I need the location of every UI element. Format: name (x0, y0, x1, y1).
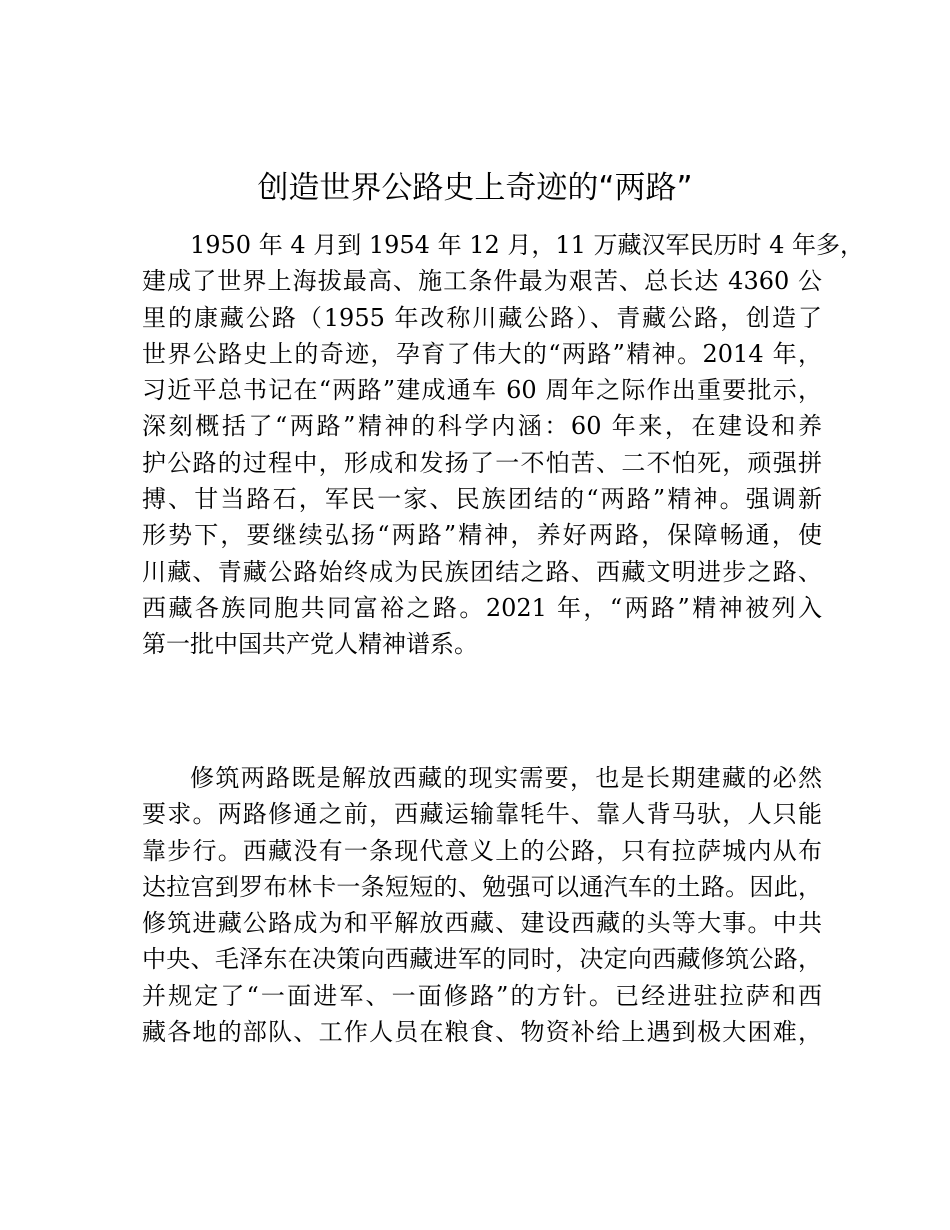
paragraph-line: 形势下，要继续弘扬“两路”精神，养好两路，保障畅通，使 (142, 521, 822, 550)
paragraph-line: 深刻概括了“两路”精神的科学内涵：60 年来，在建设和养 (142, 412, 822, 441)
paragraph-line: 达拉宫到罗布林卡一条短短的、勉强可以通汽车的土路。因此， (142, 872, 822, 901)
paragraph-line: 要求。两路修通之前，西藏运输靠牦牛、靠人背马驮，人只能 (142, 800, 822, 829)
paragraph-line: 藏各地的部队、工作人员在粮食、物资补给上遇到极大困难， (142, 1018, 822, 1047)
paragraph-line: 并规定了“一面进军、一面修路”的方针。已经进驻拉萨和西 (142, 981, 822, 1010)
paragraph-line: 护公路的过程中，形成和发扬了一不怕苦、二不怕死，顽强拼 (142, 448, 822, 477)
paragraph-line: 西藏各族同胞共同富裕之路。2021 年，“两路”精神被列入 (142, 593, 822, 622)
paragraph-2 (142, 760, 822, 1050)
paragraph-line: 世界公路史上的奇迹，孕育了伟大的“两路”精神。2014 年， (142, 339, 822, 368)
paragraph-line: 习近平总书记在“两路”建成通车 60 周年之际作出重要批示， (142, 376, 822, 405)
paragraph-line: 第一批中国共产党人精神谱系。 (142, 630, 478, 659)
paragraph-line: 靠步行。西藏没有一条现代意义上的公路，只有拉萨城内从布 (142, 836, 822, 865)
paragraph-line: 修筑两路既是解放西藏的现实需要，也是长期建藏的必然 (190, 764, 822, 792)
document-title: 创造世界公路史上奇迹的“两路” (257, 170, 693, 206)
paragraph-line: 川藏、青藏公路始终成为民族团结之路、西藏文明进步之路、 (142, 557, 822, 586)
paragraph-line: 中央、毛泽东在决策向西藏进军的同时，决定向西藏修筑公路， (142, 945, 822, 974)
paragraph-line: 里的康藏公路（1955 年改称川藏公路）、青藏公路，创造了 (142, 303, 822, 332)
paragraph-line: 修筑进藏公路成为和平解放西藏、建设西藏的头等大事。中共 (142, 909, 822, 938)
paragraph-1 (142, 227, 865, 663)
paragraph-line: 1950 年 4 月到 1954 年 12 月，11 万藏汉军民历时 4 年多， (190, 231, 865, 259)
paragraph-line: 搏、甘当路石，军民一家、民族团结的“两路”精神。强调新 (142, 485, 822, 514)
paragraph-line: 建成了世界上海拔最高、施工条件最为艰苦、总长达 4360 公 (142, 267, 822, 296)
